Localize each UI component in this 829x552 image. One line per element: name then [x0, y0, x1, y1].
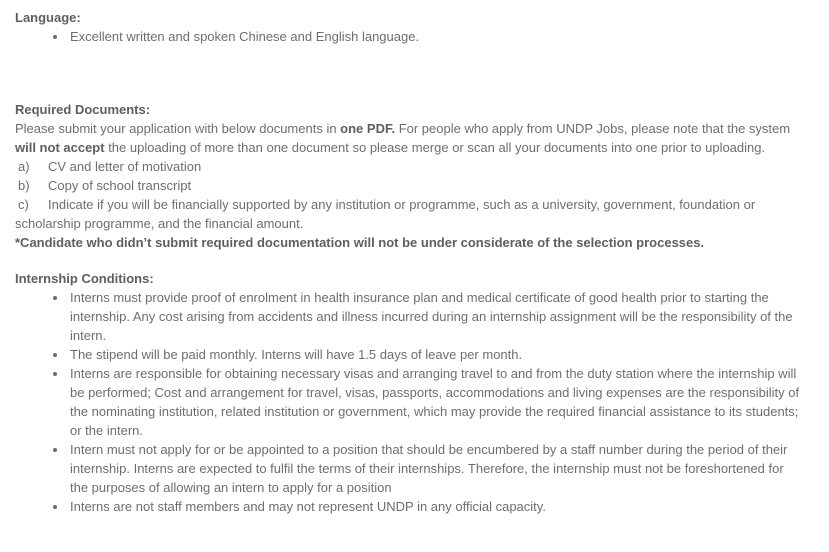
language-bullet-list: [15, 27, 803, 46]
internship-conditions-heading: Internship Conditions:: [15, 271, 154, 286]
language-bullet: • Excellent written and spoken Chinese and English language.: [68, 27, 803, 46]
requirement-item-label: c): [18, 197, 29, 212]
section-required-documents: [15, 100, 803, 252]
requirement-item-b: [15, 176, 803, 195]
requirement-item-label: a): [18, 159, 30, 174]
language-heading: Language:: [15, 10, 81, 25]
condition-bullet-stipend: • The stipend will be paid monthly. Interns will have 1.5 days of leave per month.: [68, 345, 803, 364]
requirement-item-text: Copy of school transcript: [48, 178, 192, 193]
missing-documentation-note: *Candidate who didn’t submit required documentation will not be under considerate of the selection processes.: [15, 235, 705, 250]
condition-bullet-visas-travel: • Interns are responsible for obtaining necessary visas and arranging travel to and from the duty station where the internship will be performed; Cost and arrangement for travel, visas, passports, accommodations and living expenses are the responsibility of the nominating institution, related institution or government, which may provide the required financial assistance to its students; or the intern.: [68, 364, 803, 440]
requirement-item-text: Indicate if you will be financially supported by any institution or programme, such as a university, government, foundation or scholarship programme, and the financial amount.: [15, 197, 756, 231]
condition-bullet-staff-position: • Intern must not apply for or be appointed to a position that should be encumbered by a staff number during the period of their internship. Interns are expected to fulfil the terms of their internships. Therefore, the internship must not be foreshortened for the purposes of allowing an intern to apply for a position: [68, 440, 803, 497]
condition-bullet-not-staff: • Interns are not staff members and may not represent UNDP in any official capacity.: [68, 497, 803, 516]
required-documents-heading: Required Documents:: [15, 102, 151, 117]
intro-segment-bold-will-not-accept: will not accept: [15, 140, 105, 155]
section-language: [15, 8, 803, 46]
condition-bullet-insurance: • Interns must provide proof of enrolment in health insurance plan and medical certificate of good health prior to starting the internship. Any cost arising from accidents and illness incurred during an internship assignment will be the responsibility of the intern.: [68, 288, 803, 345]
requirement-item-a: [15, 157, 803, 176]
required-documents-intro: [15, 119, 803, 157]
internship-conditions-bullet-list: [15, 288, 803, 516]
requirement-item-c: [15, 195, 803, 233]
intro-segment: the uploading of more than one document so please merge or scan all your documents into one prior to uploading.: [104, 140, 766, 155]
intro-segment: For people who apply from UNDP Jobs, please note that the system: [395, 121, 791, 136]
requirement-item-label: b): [18, 178, 30, 193]
intro-segment: Please submit your application with below documents in: [15, 121, 341, 136]
requirement-item-text: CV and letter of motivation: [48, 159, 202, 174]
section-internship-conditions: [15, 269, 803, 516]
intro-segment-bold-one-pdf: one PDF.: [340, 121, 396, 136]
